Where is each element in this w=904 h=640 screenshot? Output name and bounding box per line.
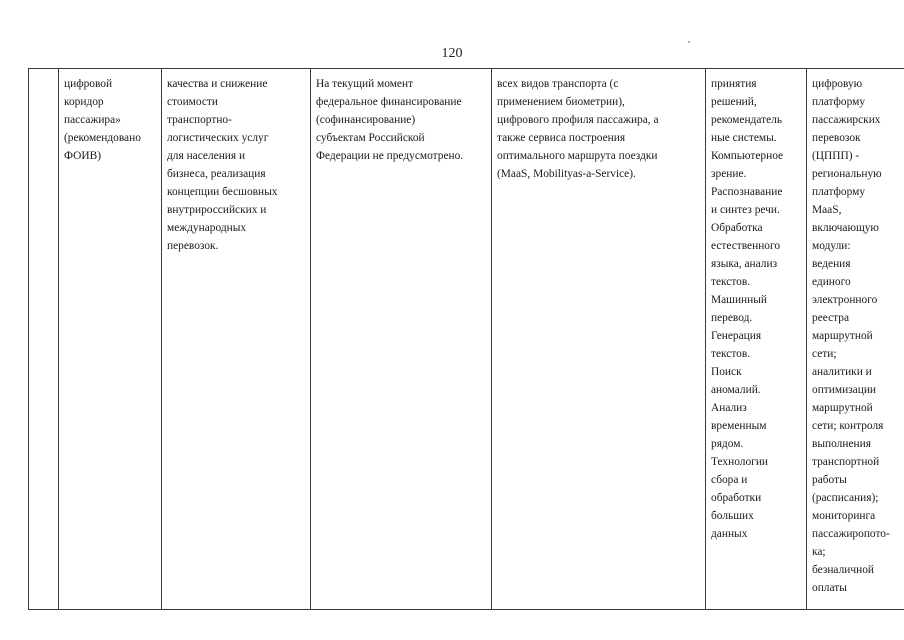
text-line: субъектам Российской bbox=[316, 132, 425, 144]
text-line: пассажирских bbox=[812, 114, 881, 126]
table-cell-goals bbox=[162, 69, 311, 610]
text-line: сети; контроля bbox=[812, 420, 884, 432]
text-line: ФОИВ) bbox=[64, 150, 101, 162]
text-line: решений, bbox=[711, 96, 757, 108]
text-line: (MaaS, Mobilityas-a-Service). bbox=[497, 168, 636, 180]
text-line: временным bbox=[711, 420, 767, 432]
text-line: ведения bbox=[812, 258, 851, 270]
text-line: сбора и bbox=[711, 474, 748, 486]
text-line: перевозок. bbox=[167, 240, 219, 252]
text-line: транспортно- bbox=[167, 114, 232, 126]
text-line: перевозок bbox=[812, 132, 861, 144]
table-row bbox=[29, 69, 904, 610]
table-cell-description bbox=[492, 69, 706, 610]
text-line: маршрутной bbox=[812, 402, 873, 414]
text-line: Обработка bbox=[711, 222, 763, 234]
text-line: безналичной bbox=[812, 564, 874, 576]
text-line: модули: bbox=[812, 240, 851, 252]
text-line: единого bbox=[812, 276, 851, 288]
text-line: языка, анализ bbox=[711, 258, 778, 270]
text-line: больших bbox=[711, 510, 754, 522]
text-line: текстов. bbox=[711, 348, 751, 360]
text-line: текстов. bbox=[711, 276, 751, 288]
text-line: также сервиса построения bbox=[497, 132, 626, 144]
text-line: работы bbox=[812, 474, 847, 486]
text-line: Анализ bbox=[711, 402, 747, 414]
text-line: цифровой bbox=[64, 78, 113, 90]
text-line: концепции бесшовных bbox=[167, 186, 278, 198]
text-line: (софинансирование) bbox=[316, 114, 416, 126]
text-line: Поиск bbox=[711, 366, 742, 378]
text-line: аномалий. bbox=[711, 384, 761, 396]
text-line: аналитики и bbox=[812, 366, 872, 378]
text-line: данных bbox=[711, 528, 748, 540]
text-line: оптимального маршрута поездки bbox=[497, 150, 658, 162]
table-cell-technologies bbox=[706, 69, 807, 610]
text-line: цифрового профиля пассажира, а bbox=[497, 114, 659, 126]
text-line: зрение. bbox=[711, 168, 747, 180]
text-line: и синтез речи. bbox=[711, 204, 780, 216]
text-line: естественного bbox=[711, 240, 781, 252]
text-line: качества и снижение bbox=[167, 78, 268, 90]
table-cell-project bbox=[59, 69, 162, 610]
text-line: MaaS, bbox=[812, 204, 842, 216]
text-line: мониторинга bbox=[812, 510, 876, 522]
text-line: пассажира» bbox=[64, 114, 121, 126]
text-line: реестра bbox=[812, 312, 850, 324]
text-line: оплаты bbox=[812, 582, 847, 594]
text-line: логистических услуг bbox=[167, 132, 269, 144]
page-number: 120 bbox=[441, 46, 463, 61]
text-line: Федерации не предусмотрено. bbox=[316, 150, 464, 162]
text-line: рядом. bbox=[711, 438, 744, 450]
table-cell-financing bbox=[311, 69, 492, 610]
text-line: перевод. bbox=[711, 312, 753, 324]
text-line: Машинный bbox=[711, 294, 767, 306]
text-line: применением биометрии), bbox=[497, 96, 625, 108]
text-line: Распознавание bbox=[711, 186, 783, 198]
text-line: пассажиропото- bbox=[812, 528, 890, 540]
text-line: Компьютерное bbox=[711, 150, 784, 162]
text-line: стоимости bbox=[167, 96, 218, 108]
text-line: Технологии bbox=[711, 456, 769, 468]
text-line: международных bbox=[167, 222, 247, 234]
table-cell-index bbox=[29, 69, 59, 610]
text-line: бизнеса, реализация bbox=[167, 168, 266, 180]
text-line: региональную bbox=[812, 168, 882, 180]
text-line: обработки bbox=[711, 492, 762, 504]
text-line: сети; bbox=[812, 348, 837, 360]
text-line: коридор bbox=[64, 96, 104, 108]
text-line: внутрироссийских и bbox=[167, 204, 267, 216]
text-line: (рекомендовано bbox=[64, 132, 141, 144]
text-line: федеральное финансирование bbox=[316, 96, 462, 108]
text-line: принятия bbox=[711, 78, 757, 90]
table-cell-solution bbox=[807, 69, 904, 610]
text-line: для населения и bbox=[167, 150, 246, 162]
text-line: На текущий момент bbox=[316, 78, 414, 90]
text-line: (ЦППП) - bbox=[812, 150, 860, 162]
text-line: рекомендатель bbox=[711, 114, 783, 126]
text-line: транспортной bbox=[812, 456, 880, 468]
text-line: маршрутной bbox=[812, 330, 873, 342]
text-line: платформу bbox=[812, 186, 866, 198]
text-line: цифровую bbox=[812, 78, 863, 90]
text-line: ные системы. bbox=[711, 132, 777, 144]
text-line: включающую bbox=[812, 222, 879, 234]
text-line: ка; bbox=[812, 546, 826, 558]
text-line: платформу bbox=[812, 96, 866, 108]
text-line: электронного bbox=[812, 294, 878, 306]
text-line: оптимизации bbox=[812, 384, 877, 396]
scan-speck bbox=[688, 41, 690, 43]
text-line: выполнения bbox=[812, 438, 871, 450]
text-line: всех видов транспорта (с bbox=[497, 78, 619, 90]
text-line: Генерация bbox=[711, 330, 762, 342]
measures-table bbox=[28, 68, 904, 610]
text-line: (расписания); bbox=[812, 492, 879, 504]
